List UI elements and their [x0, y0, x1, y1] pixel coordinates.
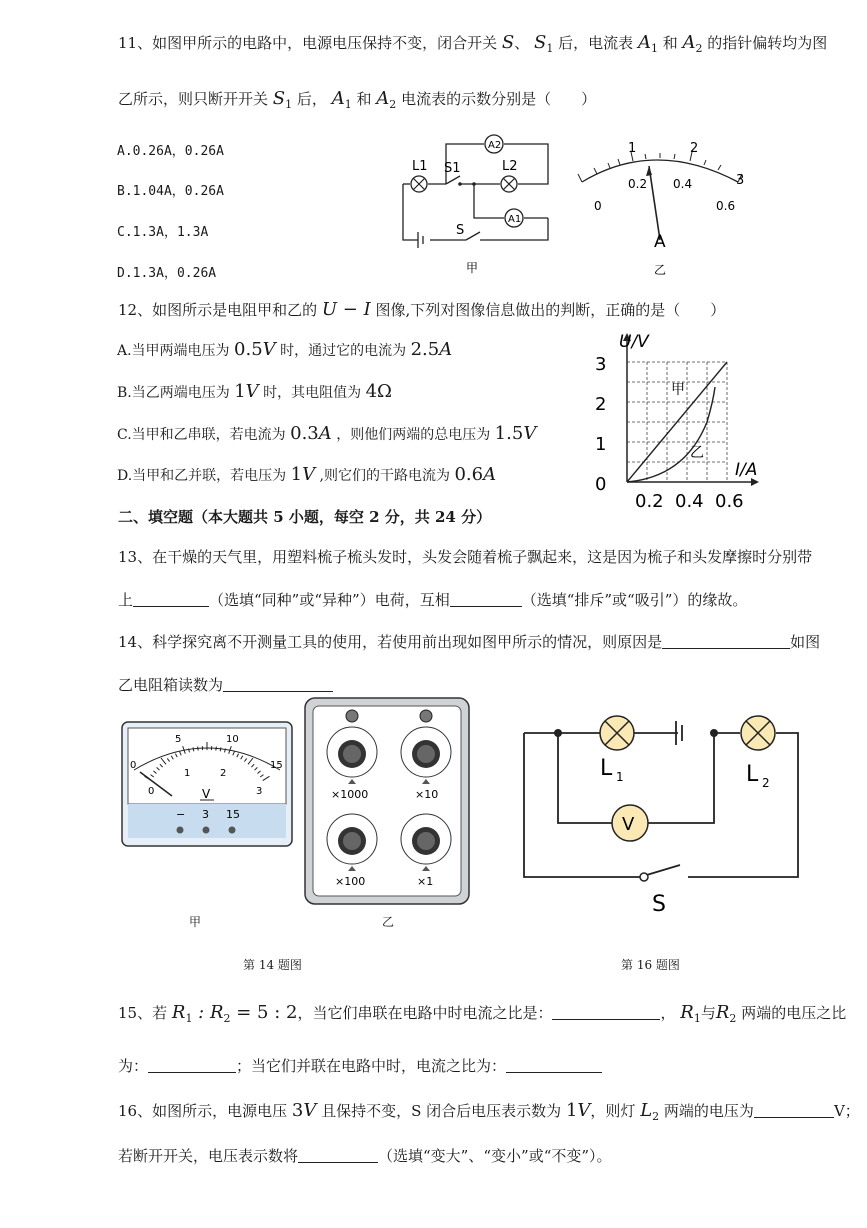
vm-tick-10: 10: [226, 734, 239, 745]
math-1v: 1V: [565, 1100, 591, 1121]
q11-option-c: C.1.3A，1.3A: [117, 225, 209, 240]
meter-tick-0-2: 0.2: [628, 177, 648, 191]
math-l2: $L_2$: [640, 1100, 660, 1123]
q14-caption-yi: 乙: [382, 915, 395, 929]
q12-option-c: C.当甲和乙串联，若电流为 0.3A ，则他们两端的总电压为 1.5V: [117, 423, 537, 444]
origin-label: 0: [595, 474, 607, 495]
l1-label: L: [600, 756, 613, 781]
dial-x10-label: ×10: [415, 788, 439, 801]
y-tick-3: 3: [595, 354, 607, 375]
meter-tick-1: 1: [628, 141, 637, 156]
q15-line1: 15、若 $R_1$ : $R_2 = 5$ : 2，当它们串联在电路中时电流之比是： ， $R_1$与$R_2$ 两端的电压之比: [118, 1002, 847, 1025]
lamp-l2-icon: [501, 176, 517, 192]
vm-tick-5: 5: [175, 734, 182, 745]
q11-option-a: A.0.26A，0.26A: [117, 144, 224, 159]
fig-caption-jia: 甲: [466, 261, 479, 275]
answer-blank[interactable]: [552, 1005, 660, 1020]
q14-figure-caption: 第 14 题图: [243, 958, 302, 972]
math-0-3a: 0.3A: [290, 423, 332, 444]
math-ratio: $R_1$ : $R_2 = 5$ : 2: [171, 1002, 298, 1025]
x-tick-0-2: 0.2: [635, 491, 664, 512]
a2-label: A2: [488, 140, 502, 151]
answer-blank[interactable]: [298, 1148, 378, 1163]
q12-option-a: A.当甲两端电压为 0.5V 时，通过它的电流为 2.5A: [117, 339, 453, 360]
answer-blank[interactable]: [662, 634, 790, 649]
math-s: S: [501, 32, 515, 53]
meter-tick-2: 2: [690, 141, 699, 156]
math-1v: 1V: [234, 381, 259, 402]
meter-tick-0: 0: [594, 199, 602, 213]
svg-text:1: 1: [616, 770, 624, 784]
q14-line2: 乙电阻箱读数为: [118, 674, 333, 695]
vm-tick-b3: 3: [256, 786, 263, 797]
q16-line1: 16、如图所示，电源电压 3V 且保持不变，S 闭合后电压表示数为 1V，则灯 $L_2$ 两端的电压为 V；: [118, 1100, 860, 1123]
l2-label: L2: [502, 159, 518, 174]
dial-x10-icon: [401, 727, 451, 777]
q11-line1: 11、如图甲所示的电路中，电源电压保持不变，闭合开关 S、 $S_1$ 后，电流表 $A_1$ 和 $A_2$ 的指针偏转均为图: [118, 32, 828, 55]
vm-terminal-3: 3: [202, 808, 209, 821]
q14-resistance-box: [303, 696, 471, 906]
math-4-ohm: 4Ω: [365, 381, 392, 402]
math-a2: $A_2$: [682, 32, 703, 55]
q11-circuit-diagram: [388, 128, 558, 278]
q12-u-i-graph: [585, 327, 775, 512]
q14-voltmeter: [120, 720, 295, 850]
answer-blank[interactable]: [506, 1058, 602, 1073]
math-s1: $S_1$: [272, 88, 293, 111]
section-heading: 二、填空题（本大题共 5 小题，每空 2 分，共 24 分）: [118, 508, 492, 526]
ammeter-a1-icon: [505, 209, 523, 227]
dial-x1000-icon: [327, 727, 377, 777]
math-u-minus-i: U − I: [321, 299, 371, 320]
vm-tick-b0: 0: [148, 786, 155, 797]
x-tick-0-6: 0.6: [715, 491, 744, 512]
vm-terminal-15: 15: [226, 808, 240, 821]
math-r2: $R_2$: [715, 1002, 737, 1025]
q11-ammeter-dial: [570, 130, 755, 280]
math-a1: $A_1$: [637, 32, 658, 55]
s1-label: S1: [444, 161, 461, 176]
vm-tick-mark: [216, 747, 217, 751]
voltmeter-icon: [612, 805, 648, 841]
vm-tick-mark: [198, 747, 199, 751]
q11-line2: 乙所示，则只断开开关 $S_1$ 后， $A_1$ 和 $A_2$ 电流表的示数分别是（ ）: [118, 88, 597, 111]
math-s1: $S_1$: [534, 32, 554, 55]
voltmeter-label: V: [622, 814, 635, 835]
dial-x1-icon: [401, 814, 451, 864]
math-r1: $R_1$: [680, 1002, 701, 1025]
math-1v: 1V: [290, 464, 316, 485]
s-label: S: [456, 223, 465, 238]
meter-tick-0-6: 0.6: [716, 199, 736, 213]
math-0-6a: 0.6A: [454, 464, 497, 485]
answer-blank[interactable]: [133, 592, 209, 607]
answer-blank[interactable]: [754, 1103, 834, 1118]
q12-option-d: D.当甲和乙并联，若电压为 1V ,则它们的干路电流为 0.6A: [117, 464, 497, 485]
q12-option-b: B.当乙两端电压为 1V 时，其电阻值为 4Ω: [117, 381, 392, 402]
math-0-5v: 0.5V: [234, 339, 276, 360]
dial-x1000-label: ×1000: [331, 788, 369, 801]
a1-label: A1: [508, 214, 522, 225]
vm-tick-15: 15: [270, 760, 283, 771]
vm-unit: V: [202, 787, 211, 801]
lamp-l1-icon: [411, 176, 427, 192]
x-tick-0-4: 0.4: [675, 491, 704, 512]
y-axis-label: U/V: [619, 332, 649, 352]
vm-tick-0: 0: [130, 760, 137, 771]
dial-x100-label: ×100: [335, 875, 366, 888]
q14-caption-jia: 甲: [189, 915, 202, 929]
math-2-5a: 2.5A: [410, 339, 453, 360]
x-axis-label: I/A: [735, 460, 758, 480]
q12-line1: 12、如图所示是电阻甲和乙的 U − I 图像,下列对图像信息做出的判断，正确的是（ ）: [118, 299, 726, 320]
fig-caption-yi: 乙: [654, 263, 667, 277]
svg-text:2: 2: [762, 776, 770, 790]
vm-terminal-minus: −: [176, 808, 186, 821]
q13-line1: 13、在干燥的天气里，用塑料梳子梳头发时，头发会随着梳子飘起来，这是因为梳子和头发摩擦时分别带: [118, 548, 813, 566]
dial-x1-label: ×1: [417, 875, 434, 888]
ammeter-a2-icon: [485, 135, 503, 153]
q16-line2: 若断开开关，电压表示数将 （选填“变大”、“变小”或“不变”）。: [118, 1147, 612, 1165]
math-a1: $A_1$: [331, 88, 352, 111]
l2-label: L: [746, 762, 759, 787]
meter-tick-3: 3: [736, 173, 745, 188]
q16-circuit-diagram: [518, 705, 808, 915]
y-tick-2: 2: [595, 394, 607, 415]
q13-line2: 上 （选填“同种”或“异种”）电荷，互相 （选填“排斥”或“吸引”）的缘故。: [118, 591, 748, 609]
answer-blank[interactable]: [450, 592, 522, 607]
series-yi-curve: [627, 387, 715, 482]
q11-option-b: B.1.04A，0.26A: [117, 184, 224, 199]
vm-tick-b1: 1: [184, 768, 191, 779]
series-jia-label: 甲: [671, 382, 685, 398]
l1-label: L1: [412, 159, 428, 174]
q11-option-d: D.1.3A，0.26A: [117, 266, 217, 281]
dial-x100-icon: [327, 814, 377, 864]
math-1-5v: 1.5V: [494, 423, 537, 444]
switch-label: S: [652, 892, 666, 915]
lamp-l1-icon: [600, 716, 634, 750]
y-tick-1: 1: [595, 434, 607, 455]
math-a2: $A_2$: [376, 88, 397, 111]
q16-figure-caption: 第 16 题图: [621, 958, 680, 972]
answer-blank[interactable]: [223, 677, 333, 692]
math-3v: 3V: [291, 1100, 317, 1121]
meter-tick-0-4: 0.4: [673, 177, 693, 191]
q15-line2: 为： ；当它们并联在电路中时，电流之比为：: [118, 1055, 602, 1076]
lamp-l2-icon: [741, 716, 775, 750]
meter-unit: A: [654, 232, 666, 252]
series-yi-label: 乙: [690, 445, 704, 461]
vm-tick-b2: 2: [220, 768, 227, 779]
q14-line1: 14、科学探究离不开测量工具的使用，若使用前出现如图甲所示的情况，则原因是 如图: [118, 633, 821, 651]
answer-blank[interactable]: [148, 1058, 236, 1073]
